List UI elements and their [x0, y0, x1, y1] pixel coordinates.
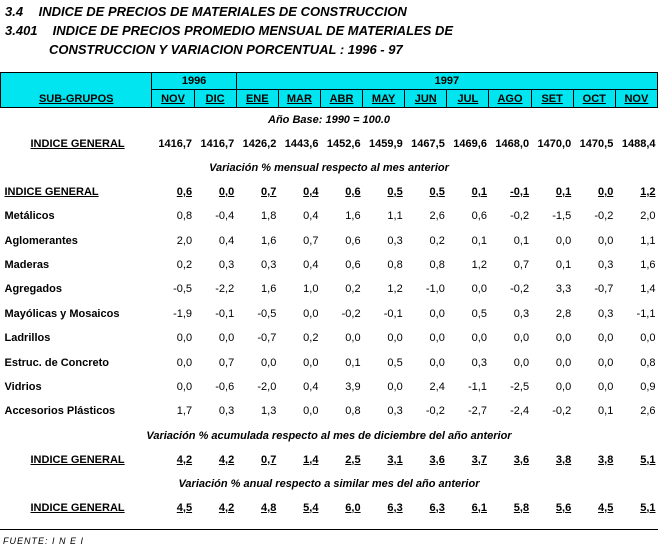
- value-cell: -0,2: [510, 283, 530, 296]
- table-subtitle: CONSTRUCCION Y VARIACION PORCENTUAL : 1996 - 97: [49, 42, 403, 57]
- footer-divider: [0, 529, 658, 530]
- value-cell: 0,3: [598, 307, 614, 320]
- value-cell: -2,7: [467, 405, 487, 418]
- value-cell: 1,2: [387, 283, 403, 296]
- source-note: FUENTE: I N E I: [3, 536, 85, 546]
- base-year-note: Año Base: 1990 = 100.0: [268, 114, 390, 126]
- value-cell: 4,8: [261, 501, 277, 514]
- value-cell: 0,0: [555, 356, 572, 369]
- value-cell: 2,5: [345, 453, 361, 466]
- row-label: Aglomerantes: [4, 234, 78, 247]
- value-cell: 1468,0: [495, 138, 530, 150]
- value-cell: -1,1: [467, 380, 487, 393]
- value-cell: 1,6: [261, 283, 277, 296]
- value-cell: 4,2: [218, 501, 235, 514]
- value-cell: -0,7: [594, 283, 614, 296]
- value-cell: 0,6: [345, 234, 361, 247]
- value-cell: 2,6: [429, 210, 445, 223]
- section-title: INDICE DE PRECIOS DE MATERIALES DE CONSTRUCCION: [38, 4, 407, 19]
- value-cell: 0,5: [387, 356, 403, 369]
- value-cell: 3,8: [555, 453, 572, 466]
- value-cell: 0,2: [345, 283, 361, 296]
- value-cell: 0,2: [429, 234, 445, 247]
- value-cell: 0,5: [471, 307, 487, 320]
- value-cell: 0,8: [429, 258, 445, 271]
- value-cell: -0,5: [173, 283, 193, 296]
- value-cell: 1452,6: [326, 138, 361, 150]
- monthly-indice-general-row: [1, 180, 658, 204]
- value-cell: 0,3: [261, 258, 277, 271]
- value-cell: 4,5: [176, 501, 193, 514]
- value-cell: 0,0: [429, 332, 445, 345]
- value-cell: 0,8: [176, 210, 193, 223]
- value-cell: 3,3: [555, 283, 572, 296]
- table-title: INDICE DE PRECIOS PROMEDIO MENSUAL DE MATERIALES DE: [52, 23, 454, 38]
- value-cell: 0,0: [555, 332, 572, 345]
- value-cell: 0,7: [261, 186, 277, 198]
- row-label: INDICE GENERAL: [4, 186, 99, 198]
- subgroup-row: [1, 277, 658, 301]
- value-cell: 3,1: [387, 453, 403, 466]
- value-cell: -0,1: [383, 307, 403, 320]
- value-cell: 0,1: [598, 405, 614, 418]
- value-cell: -1,1: [636, 307, 656, 320]
- value-cell: 0,7: [261, 453, 277, 466]
- value-cell: 0,0: [555, 234, 572, 247]
- value-cell: 0,0: [598, 332, 614, 345]
- value-cell: 0,0: [176, 332, 193, 345]
- value-cell: 3,9: [345, 380, 361, 393]
- value-cell: 0,7: [218, 356, 235, 369]
- row-label: Mayólicas y Mosaicos: [4, 307, 120, 320]
- value-cell: 0,8: [387, 258, 403, 271]
- value-cell: 0,6: [471, 210, 487, 223]
- value-cell: 0,2: [176, 258, 193, 271]
- value-cell: 0,1: [555, 258, 572, 271]
- value-cell: -2,0: [257, 380, 277, 393]
- value-cell: 1,3: [261, 405, 277, 418]
- value-cell: 5,1: [640, 453, 656, 466]
- row-label: Ladrillos: [4, 332, 51, 345]
- value-cell: 0,0: [176, 356, 193, 369]
- year-1996-header: 1996: [152, 73, 236, 90]
- value-cell: 0,0: [429, 307, 445, 320]
- month-header: JUN: [405, 90, 447, 108]
- value-cell: 1470,5: [579, 138, 614, 150]
- row-label: Accesorios Plásticos: [4, 405, 116, 418]
- value-cell: 0,1: [345, 356, 361, 369]
- value-cell: -2,2: [215, 283, 235, 296]
- value-cell: 1416,7: [200, 138, 235, 150]
- table-body: [1, 108, 658, 520]
- annual-variation-note: Variación % anual respecto a similar mes del año anterior: [178, 477, 480, 490]
- month-header: ENE: [236, 90, 278, 108]
- value-cell: 0,3: [218, 405, 235, 418]
- accumulated-variation-note: Variación % acumulada respecto al mes de diciembre del año anterior: [146, 429, 512, 442]
- subgroup-row: [1, 399, 658, 423]
- monthly-variation-note: Variación % mensual respecto al mes anterior: [209, 162, 449, 174]
- value-cell: 1,1: [640, 234, 656, 247]
- month-header: MAY: [363, 90, 405, 108]
- value-cell: -0,7: [257, 332, 277, 345]
- value-cell: 0,3: [387, 405, 403, 418]
- value-cell: -0,4: [215, 210, 235, 223]
- value-cell: 1488,4: [621, 138, 656, 150]
- month-header: ABR: [320, 90, 362, 108]
- value-cell: 3,8: [598, 453, 614, 466]
- value-cell: 4,5: [598, 501, 614, 514]
- value-cell: 6,3: [429, 501, 445, 514]
- value-cell: 1416,7: [158, 138, 193, 150]
- value-cell: -2,4: [510, 405, 530, 418]
- value-cell: 2,6: [640, 405, 656, 418]
- value-cell: 0,0: [598, 234, 614, 247]
- value-cell: 0,8: [640, 356, 656, 369]
- subgroups-header: SUB-GRUPOS: [1, 73, 152, 108]
- value-cell: 0,0: [598, 380, 614, 393]
- accumulated-indice-general-row: [1, 448, 658, 472]
- value-cell: 0,0: [303, 356, 319, 369]
- month-header: NOV: [152, 90, 194, 108]
- value-cell: 0,0: [513, 356, 530, 369]
- value-cell: 1,8: [261, 210, 277, 223]
- value-cell: 1,4: [303, 453, 319, 466]
- value-cell: -2,5: [510, 380, 530, 393]
- value-cell: 0,0: [303, 405, 319, 418]
- value-cell: 1,1: [387, 210, 403, 223]
- value-cell: 1443,6: [284, 138, 319, 150]
- table-header: [1, 73, 658, 108]
- value-cell: 0,1: [555, 186, 572, 198]
- value-cell: 0,5: [387, 186, 403, 198]
- subgroup-row: [1, 302, 658, 326]
- value-cell: 6,1: [471, 501, 487, 514]
- value-cell: 1,0: [303, 283, 319, 296]
- section-number: 3.4: [5, 4, 24, 19]
- value-cell: 5,8: [513, 501, 530, 514]
- value-cell: -0,1: [510, 186, 530, 198]
- value-cell: -1,9: [173, 307, 193, 320]
- value-cell: 0,0: [471, 332, 487, 345]
- title-line-3: [49, 42, 403, 57]
- value-cell: 0,0: [345, 332, 361, 345]
- value-cell: -0,2: [510, 210, 530, 223]
- value-cell: 3,6: [429, 453, 445, 466]
- value-cell: 0,0: [640, 332, 656, 345]
- value-cell: 0,3: [513, 307, 530, 320]
- month-header: DIC: [194, 90, 236, 108]
- value-cell: 0,4: [218, 234, 235, 247]
- value-cell: 4,2: [218, 453, 235, 466]
- subgroup-row: [1, 253, 658, 277]
- month-header: AGO: [489, 90, 531, 108]
- value-cell: 0,0: [471, 283, 487, 296]
- value-cell: 1,6: [345, 210, 361, 223]
- value-cell: 5,1: [640, 501, 656, 514]
- subgroup-row: [1, 228, 658, 252]
- row-label: Agregados: [4, 283, 62, 296]
- value-cell: 5,4: [303, 501, 319, 514]
- value-cell: -1,5: [552, 210, 572, 223]
- value-cell: 0,3: [387, 234, 403, 247]
- row-label: Estruc. de Concreto: [4, 356, 110, 369]
- value-cell: 0,1: [471, 186, 487, 198]
- value-cell: 0,0: [387, 332, 403, 345]
- value-cell: -0,6: [215, 380, 235, 393]
- value-cell: 4,2: [176, 453, 193, 466]
- value-cell: 1467,5: [411, 138, 445, 150]
- value-cell: 0,0: [598, 186, 614, 198]
- year-1997-header: 1997: [236, 73, 657, 90]
- value-cell: 0,0: [555, 380, 572, 393]
- value-cell: 0,3: [471, 356, 487, 369]
- value-cell: 0,3: [218, 258, 235, 271]
- value-cell: 0,6: [345, 258, 361, 271]
- month-header: OCT: [573, 90, 615, 108]
- value-cell: -0,5: [257, 307, 277, 320]
- month-header: NOV: [615, 90, 657, 108]
- value-cell: 1,4: [640, 283, 656, 296]
- price-index-table: [0, 72, 658, 520]
- value-cell: 3,6: [513, 453, 530, 466]
- value-cell: 2,8: [555, 307, 572, 320]
- annual-indice-general-row: [1, 496, 658, 520]
- value-cell: -0,2: [552, 405, 572, 418]
- month-header: SET: [531, 90, 573, 108]
- value-cell: 0,0: [303, 307, 319, 320]
- value-cell: 0,4: [303, 186, 319, 198]
- value-cell: 1,6: [640, 258, 656, 271]
- value-cell: 2,0: [640, 210, 656, 223]
- value-cell: 1426,2: [242, 138, 277, 150]
- value-cell: 0,0: [598, 356, 614, 369]
- month-header: MAR: [278, 90, 320, 108]
- value-cell: 0,0: [387, 380, 403, 393]
- row-label: INDICE GENERAL: [30, 453, 125, 466]
- value-cell: 0,0: [429, 356, 445, 369]
- value-cell: 0,6: [176, 186, 193, 198]
- value-cell: 0,7: [513, 258, 530, 271]
- value-cell: 0,0: [176, 380, 193, 393]
- value-cell: 5,6: [555, 501, 572, 514]
- table-number: 3.401: [5, 23, 38, 38]
- value-cell: 0,6: [345, 186, 361, 198]
- value-cell: 0,5: [429, 186, 445, 198]
- subgroup-row: [1, 326, 658, 350]
- value-cell: 0,0: [513, 332, 530, 345]
- value-cell: 6,0: [345, 501, 361, 514]
- value-cell: 1,7: [176, 405, 193, 418]
- value-cell: -1,0: [425, 283, 445, 296]
- value-cell: -0,2: [594, 210, 614, 223]
- value-cell: 0,8: [345, 405, 361, 418]
- title-line-2: [5, 23, 453, 38]
- value-cell: 1,2: [471, 258, 487, 271]
- title-line-1: [5, 4, 407, 19]
- value-cell: 1469,6: [453, 138, 487, 150]
- value-cell: 0,3: [598, 258, 614, 271]
- value-cell: 0,0: [261, 356, 277, 369]
- row-label: INDICE GENERAL: [30, 501, 125, 514]
- indice-general-row: [1, 132, 658, 156]
- value-cell: 0,9: [640, 380, 656, 393]
- value-cell: -0,2: [425, 405, 445, 418]
- value-cell: 2,4: [429, 380, 445, 393]
- row-label: Maderas: [4, 258, 50, 271]
- month-header: JUL: [447, 90, 489, 108]
- value-cell: 6,3: [387, 501, 403, 514]
- value-cell: 1,2: [640, 186, 656, 198]
- subgroup-row: [1, 204, 658, 228]
- subgroup-row: [1, 375, 658, 399]
- value-cell: 1,6: [261, 234, 277, 247]
- subgroup-row: [1, 350, 658, 374]
- row-label: Metálicos: [4, 210, 55, 223]
- value-cell: 3,7: [471, 453, 487, 466]
- value-cell: 1459,9: [369, 138, 403, 150]
- value-cell: 0,4: [303, 210, 319, 223]
- value-cell: 0,1: [471, 234, 487, 247]
- value-cell: 0,4: [303, 380, 319, 393]
- value-cell: 0,7: [303, 234, 319, 247]
- row-label: INDICE GENERAL: [30, 138, 125, 150]
- value-cell: 0,0: [218, 332, 235, 345]
- row-label: Vidrios: [4, 380, 42, 393]
- value-cell: -0,2: [341, 307, 361, 320]
- value-cell: 1470,0: [537, 138, 572, 150]
- value-cell: -0,1: [215, 307, 235, 320]
- value-cell: 0,4: [303, 258, 319, 271]
- value-cell: 0,2: [303, 332, 319, 345]
- value-cell: 2,0: [176, 234, 193, 247]
- value-cell: 0,0: [218, 186, 235, 198]
- value-cell: 0,1: [513, 234, 530, 247]
